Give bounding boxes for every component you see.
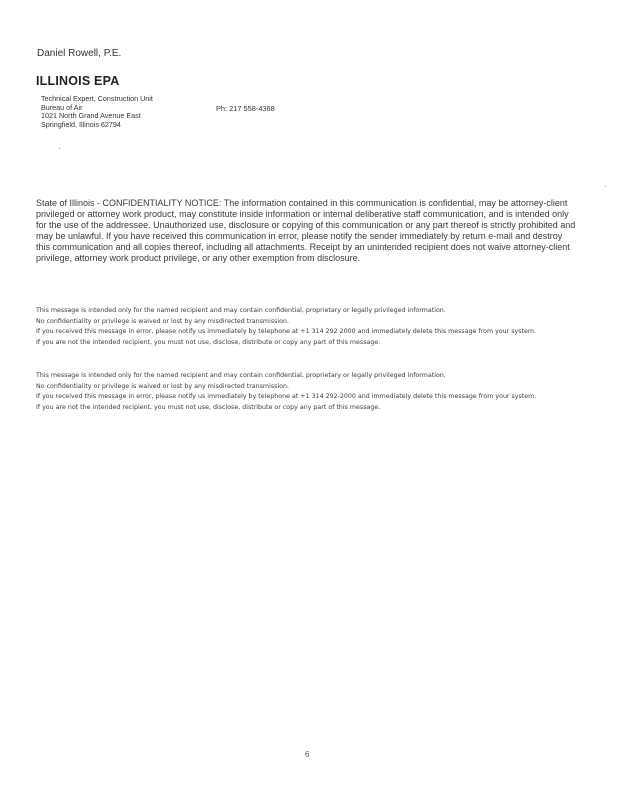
sender-address bbox=[41, 95, 153, 129]
sender-name: Daniel Rowell, P.E. bbox=[37, 48, 122, 59]
scan-speck bbox=[59, 148, 60, 149]
address-line: Technical Expert, Construction Unit bbox=[41, 94, 153, 103]
confidentiality-notice: State of Illinois - CONFIDENTIALITY NOTICE: The information contained in this communication is confidential, may be attorney-client privileged or attorney work product, may constitute inside information or internal deliberative staff communication, and is intended only for the use of the addressee. Unauthorized use, disclosure or copying of this communication or any part thereof is strictly prohibited and may be unlawful. If you have received this communication in error, please notify the sender immediately by return e-mail and destroy this communication and all copies thereof, including all attachments. Receipt by an unintended recipient does not waive attorney-client privilege, attorney work product privilege, or any other exemption from disclosure. bbox=[36, 198, 576, 264]
disclaimer-line: If you received this message in error, please notify us immediately by telephone at +1 314 292-2000 and immediately delete this message from your system. bbox=[36, 393, 537, 401]
phone-number: Ph: 217 558-4368 bbox=[216, 104, 275, 113]
address-line: Bureau of Air bbox=[41, 102, 83, 112]
disclaimer-line: This message is intended only for the named recipient and may contain confidential, proprietary or legally privileged information. bbox=[36, 372, 446, 379]
email-disclaimer bbox=[36, 306, 581, 348]
disclaimer-line: This message is intended only for the named recipient and may contain confidential, proprietary or legally privileged information. bbox=[36, 307, 446, 314]
scan-speck bbox=[605, 186, 606, 187]
organization-name: ILLINOIS EPA bbox=[36, 74, 120, 88]
disclaimer-line: No confidentiality or privilege is waived or lost by any misdirected transmission. bbox=[36, 382, 289, 390]
email-disclaimer bbox=[36, 371, 581, 413]
disclaimer-line: If you are not the intended recipient, you must not use, disclose, distribute or copy any part of this message. bbox=[36, 338, 381, 346]
disclaimer-line: If you received this message in error, please notify us immediately by telephone at +1 314 292 2000 and immediately delete this message from your system. bbox=[36, 328, 537, 336]
page-number: 6 bbox=[305, 750, 310, 759]
address-line: Springfield, Illinois 62794 bbox=[41, 119, 121, 129]
address-line: 1021 North Grand Avenue East bbox=[41, 111, 141, 121]
disclaimer-line: No confidentiality or privilege is waived or lost by any misdirected transmission. bbox=[36, 317, 289, 325]
disclaimer-line: If you are not the intended recipient, you must not use, disclose, distribute or copy any part of this message. bbox=[36, 403, 381, 411]
